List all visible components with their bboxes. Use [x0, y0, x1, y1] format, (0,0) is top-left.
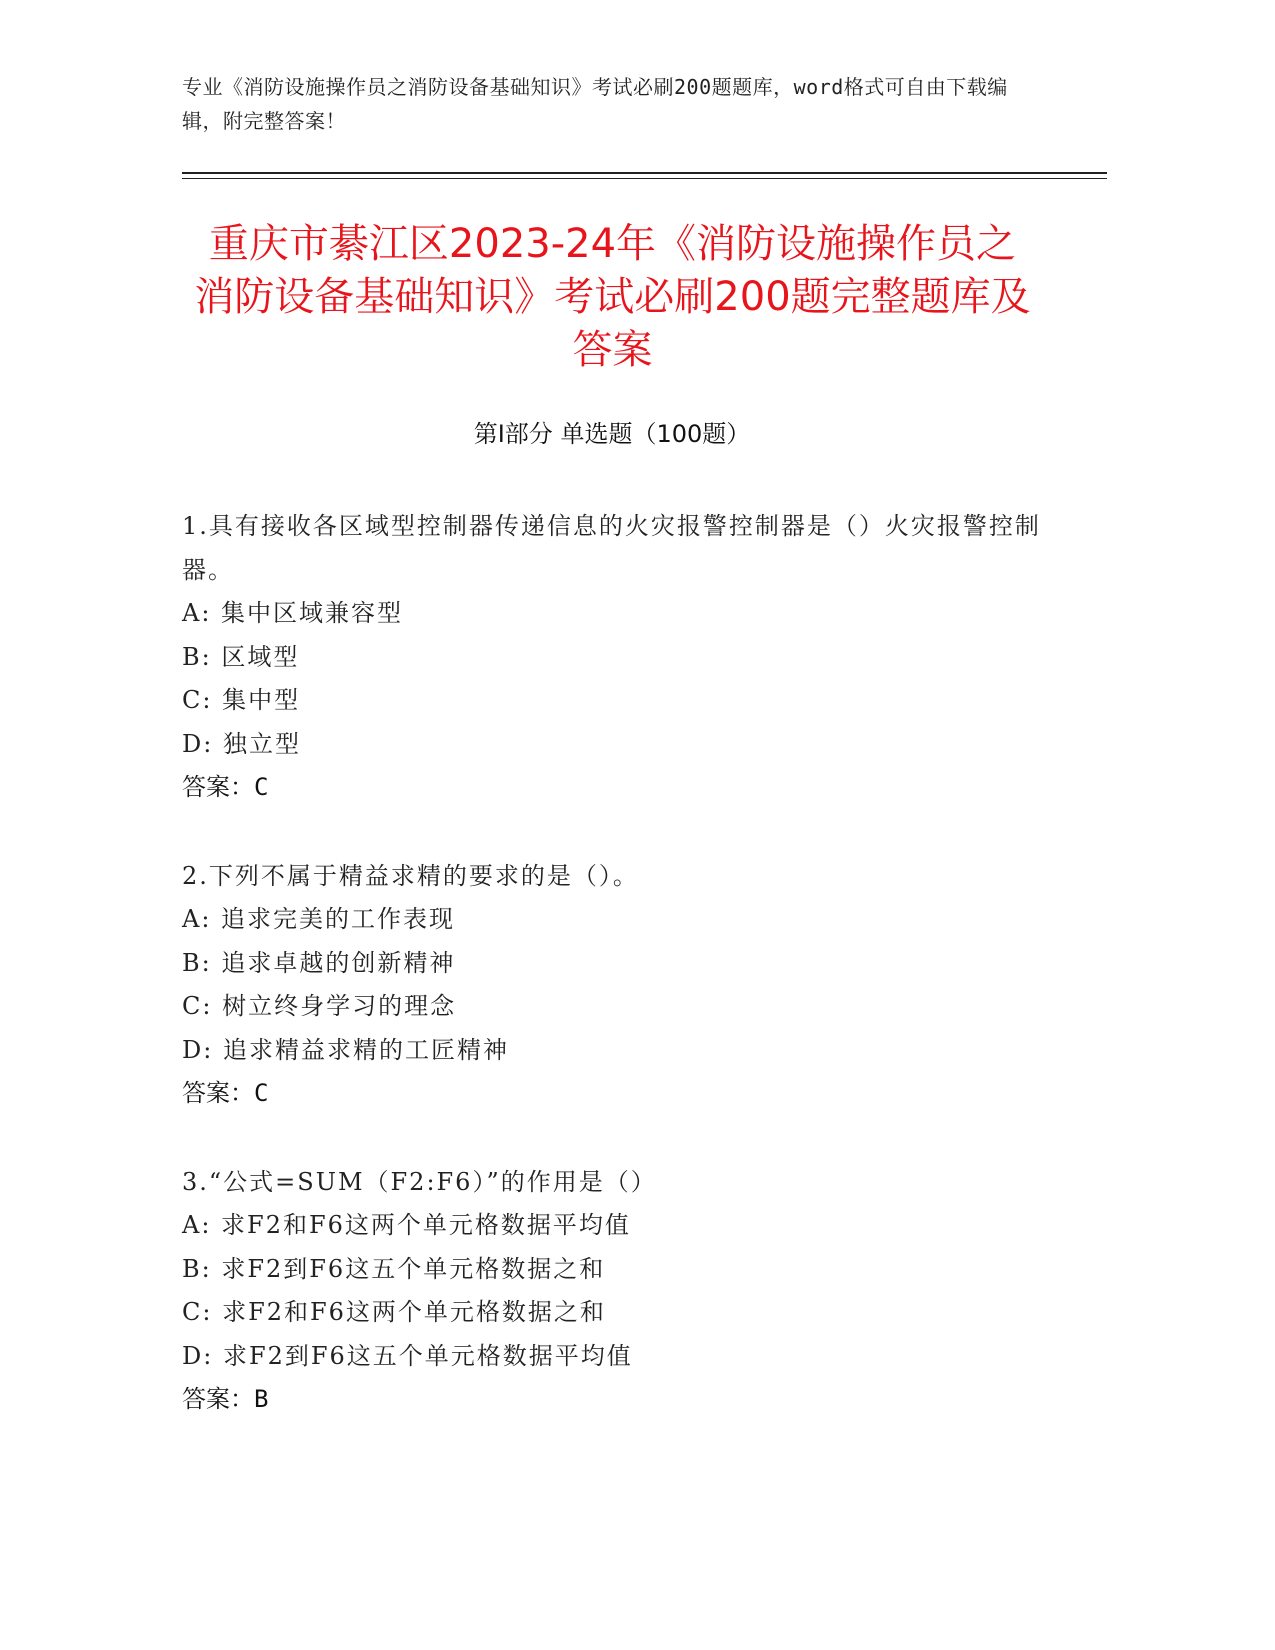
option-b: B: 追求卓越的创新精神	[182, 948, 456, 977]
option-b: B: 区域型	[182, 642, 300, 671]
answer-value: C	[254, 1079, 269, 1107]
answer-value: B	[254, 1385, 269, 1413]
question-stem: 2.下列不属于精益求精的要求的是（）。	[182, 861, 639, 890]
answer-label: 答案：	[182, 1385, 254, 1413]
answer-label: 答案：	[182, 1079, 254, 1107]
header-divider-thick	[182, 172, 1107, 174]
answer-line	[182, 1378, 1042, 1422]
option-a: A: 求F2和F6这两个单元格数据平均值	[182, 1211, 631, 1239]
section-heading: 第I部分 单选题（100题）	[473, 420, 751, 448]
answer-line	[182, 1072, 1042, 1116]
option-a: A: 集中区域兼容型	[182, 599, 404, 627]
question-stem: 1.具有接收各区域型控制器传递信息的火灾报警控制器是（）火灾报警控制器。	[182, 512, 1041, 584]
question-stem: 3.“公式=SUM（F2:F6）”的作用是（）	[182, 1167, 657, 1196]
header-divider-thin	[182, 178, 1107, 179]
question-list	[182, 505, 1042, 1467]
option-d: D: 追求精益求精的工匠精神	[182, 1035, 509, 1064]
option-c: C: 集中型	[182, 686, 301, 714]
option-a: A: 追求完美的工作表现	[182, 905, 456, 933]
answer-value: C	[254, 773, 269, 801]
answer-label: 答案：	[182, 773, 254, 801]
answer-line	[182, 766, 1042, 810]
option-c: C: 求F2和F6这两个单元格数据之和	[182, 1298, 606, 1326]
question-2	[182, 855, 1042, 1116]
option-c: C: 树立终身学习的理念	[182, 992, 457, 1020]
question-1	[182, 505, 1042, 810]
option-d: D: 独立型	[182, 729, 301, 758]
option-b: B: 求F2到F6这五个单元格数据之和	[182, 1254, 606, 1283]
question-3	[182, 1161, 1042, 1422]
header-note: 专业《消防设施操作员之消防设备基础知识》考试必刷200题题库，word格式可自由下载编辑，附完整答案！	[182, 75, 1008, 133]
option-d: D: 求F2到F6这五个单元格数据平均值	[182, 1341, 633, 1370]
document-title: 重庆市綦江区2023-24年《消防设施操作员之消防设备基础知识》考试必刷200题完整题库及答案	[194, 221, 1031, 373]
